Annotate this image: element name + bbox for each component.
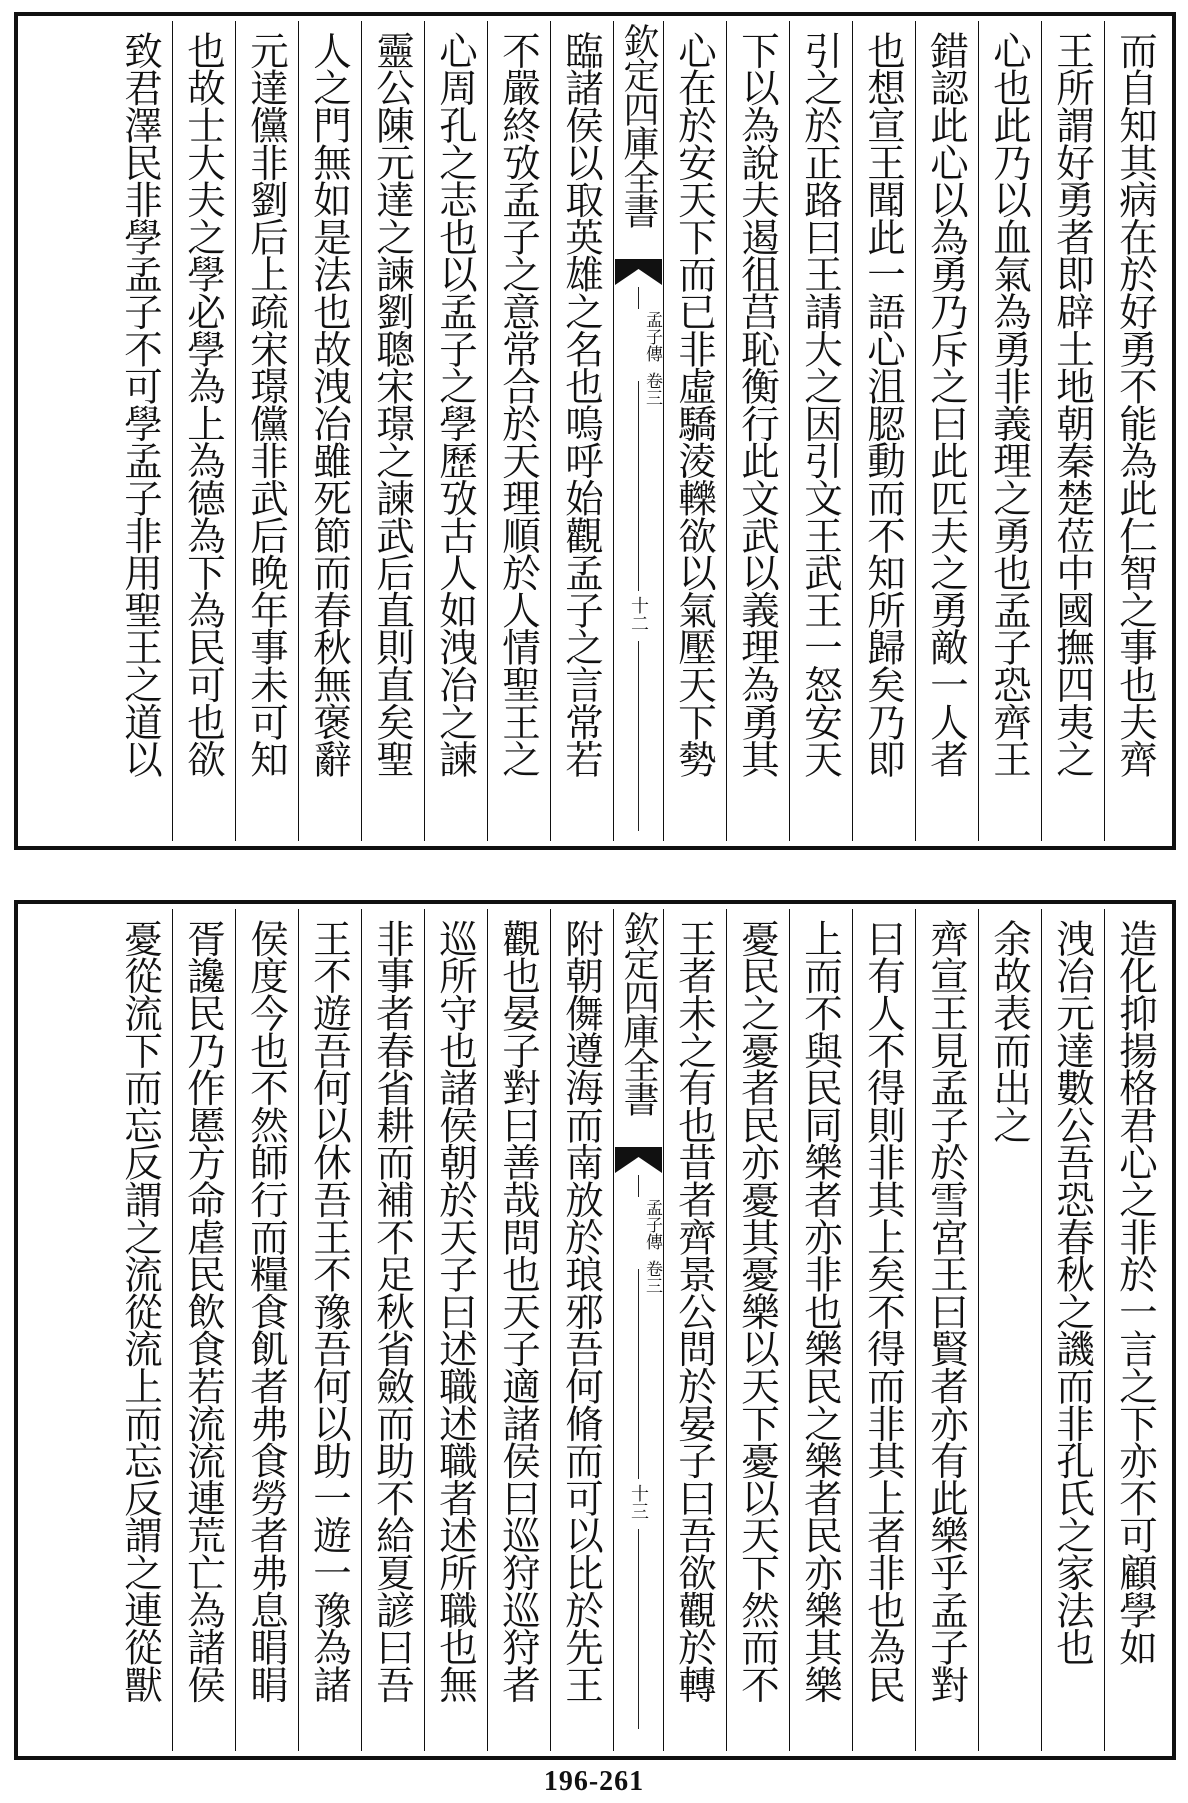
page-number: 196-261 (543, 1766, 645, 1797)
text-column: 憂從流下而忘反謂之流從流上而忘反謂之連從獸 (118, 919, 163, 1703)
folio-number: 十二 (628, 596, 649, 632)
text-column: 王不遊吾何以休吾王不豫吾何以助一遊一豫為諸 (298, 909, 361, 1751)
text-column: 元達儻非劉后上疏宋璟儻非武后晚年事未可知 (235, 21, 298, 841)
text-column: 附朝儛遵海而南放於琅邪吾何脩而可以比於先王 (550, 909, 613, 1751)
text-column: 人之門無如是法也故洩冶雖死節而春秋無褒辭 (298, 21, 361, 841)
text-column: 下以為說夫遏徂莒恥衡行此文武以義理為勇其 (726, 21, 789, 841)
bottom-page (14, 900, 1176, 1760)
banxin-title: 欽定四庫全書 (618, 23, 659, 227)
fish-tail-icon (615, 259, 662, 285)
text-column: 心在於安天下而已非虛驕淩轢欲以氣壓天下勢 (663, 21, 726, 841)
fish-tail-icon (615, 1147, 662, 1173)
text-column: 心周孔之志也以孟子之學歷攷古人如洩冶之諫 (424, 21, 487, 841)
text-columns (23, 909, 1167, 1751)
banxin-book: 孟子傳 (642, 1199, 662, 1250)
folio-number: 十三 (628, 1484, 649, 1520)
text-column: 心也此乃以血氣為勇非義理之勇也孟子恐齊王 (978, 21, 1041, 841)
banxin-volume: 卷三 (642, 372, 662, 406)
text-column: 王者未之有也昔者齊景公問於晏子曰吾欲觀於轉 (663, 909, 726, 1751)
text-column: 臨諸侯以取英雄之名也嗚呼始觀孟子之言常若 (550, 21, 613, 841)
text-column: 王所謂好勇者即辟土地朝秦楚莅中國撫四夷之 (1041, 21, 1104, 841)
text-column: 非事者春省耕而補不足秋省斂而助不給夏諺曰吾 (361, 909, 424, 1751)
text-column: 引之於正路曰王請大之因引文王武王一怒安天 (789, 21, 852, 841)
text-column: 也故士大夫之學必學為上為德為下為民可也欲 (172, 21, 235, 841)
center-fold-column (613, 21, 663, 841)
text-column: 侯度今也不然師行而糧食飢者弗食勞者弗息睊睊 (235, 909, 298, 1751)
text-column: 造化抑揚格君心之非於一言之下亦不可顧學如 (1104, 909, 1167, 1751)
text-column: 洩冶元達數公吾恐春秋之譏而非孔氏之家法也 (1041, 909, 1104, 1751)
banxin-volume: 卷三 (642, 1260, 662, 1294)
fold-line (638, 1529, 639, 1729)
center-fold-column (613, 909, 663, 1751)
text-column: 而自知其病在於好勇不能為此仁智之事也夫齊 (1104, 21, 1167, 841)
fold-line (638, 1269, 639, 1479)
text-column: 胥讒民乃作慝方命虐民飲食若流流連荒亡為諸侯 (172, 909, 235, 1751)
text-column: 致君澤民非學孟子不可學孟子非用聖王之道以 (118, 31, 163, 778)
text-columns (23, 21, 1167, 841)
text-column: 也想宣王聞此一語心沮䏰動而不知所歸矣乃即 (852, 21, 915, 841)
text-column: 不嚴終攷孟子之意常合於天理順於人情聖王之 (487, 21, 550, 841)
fold-line (638, 381, 639, 591)
fold-line (638, 1175, 639, 1197)
fold-line (638, 641, 639, 831)
text-column: 觀也晏子對曰善哉問也天子適諸侯曰巡狩巡狩者 (487, 909, 550, 1751)
text-column: 上而不與民同樂者亦非也樂民之樂者民亦樂其樂 (789, 909, 852, 1751)
top-page (14, 12, 1176, 850)
banxin-title: 欽定四庫全書 (618, 911, 659, 1115)
text-column: 余故表而出之 (978, 909, 1041, 1751)
text-column: 憂民之憂者民亦憂其憂樂以天下憂以天下然而不 (726, 909, 789, 1751)
banxin-book: 孟子傳 (642, 311, 662, 362)
text-column: 齊宣王見孟子於雪宮王曰賢者亦有此樂乎孟子對 (915, 909, 978, 1751)
text-column: 靈公陳元達之諫劉聰宋璟之諫武后直則直矣聖 (361, 21, 424, 841)
text-column: 曰有人不得則非其上矣不得而非其上者非也為民 (852, 909, 915, 1751)
text-column: 錯認此心以為勇乃斥之曰此匹夫之勇敵一人者 (915, 21, 978, 841)
text-column: 巡所守也諸侯朝於天子曰述職述職者述所職也無 (424, 909, 487, 1751)
fold-line (638, 287, 639, 309)
